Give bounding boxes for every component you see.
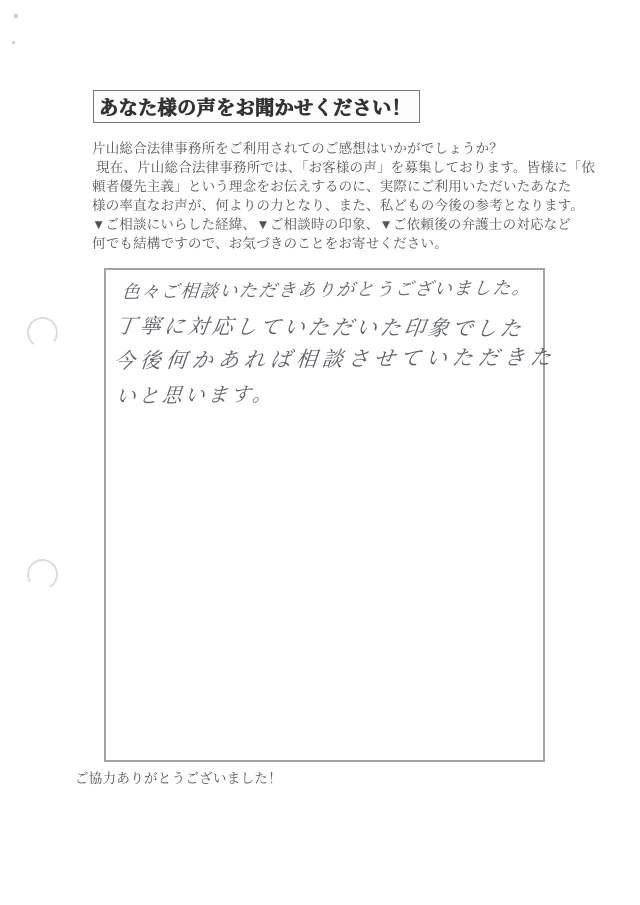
handwritten-comment-line: 色々ご相談いただきありがとうございました。 xyxy=(120,277,533,303)
handwritten-comment-line: 丁寧に対応していただいた印象でした xyxy=(114,315,526,341)
form-title-banner xyxy=(93,90,420,123)
scan-speck xyxy=(12,41,15,44)
handwritten-comment-line: いと思います。 xyxy=(114,383,277,409)
form-title: あなた様の声をお聞かせください！ xyxy=(99,97,412,120)
punch-hole-shadow xyxy=(25,315,60,350)
punch-hole-shadow xyxy=(24,556,62,594)
intro-line: 片山総合法律事務所をご利用されてのご感想はいかがでしょうか？ xyxy=(92,141,503,156)
scan-speck xyxy=(14,14,18,18)
intro-line: 何でも結構ですので、お気づきのことをお寄せください。 xyxy=(92,236,448,251)
comment-box xyxy=(104,268,557,762)
intro-line: 現在、片山総合法律事務所では、「お客様の声」を募集しております。皆様に「依 xyxy=(96,160,596,175)
intro-line: 様の率直なお声が、何よりの力となり、また、私どもの今後の参考となります。 xyxy=(92,198,585,213)
intro-line: ▼ご相談にいらした経緯、▼ご相談時の印象、▼ご依頼後の弁護士の対応など xyxy=(92,217,572,232)
intro-line: 頼者優先主義」という理念をお伝えするのに、実際にご利用いただいたあなた xyxy=(92,179,572,194)
handwritten-comment-line: 今後何かあれば相談させていただきた xyxy=(112,346,557,374)
closing-text: ご協力ありがとうございました！ xyxy=(75,771,282,786)
intro-paragraph xyxy=(92,139,596,253)
